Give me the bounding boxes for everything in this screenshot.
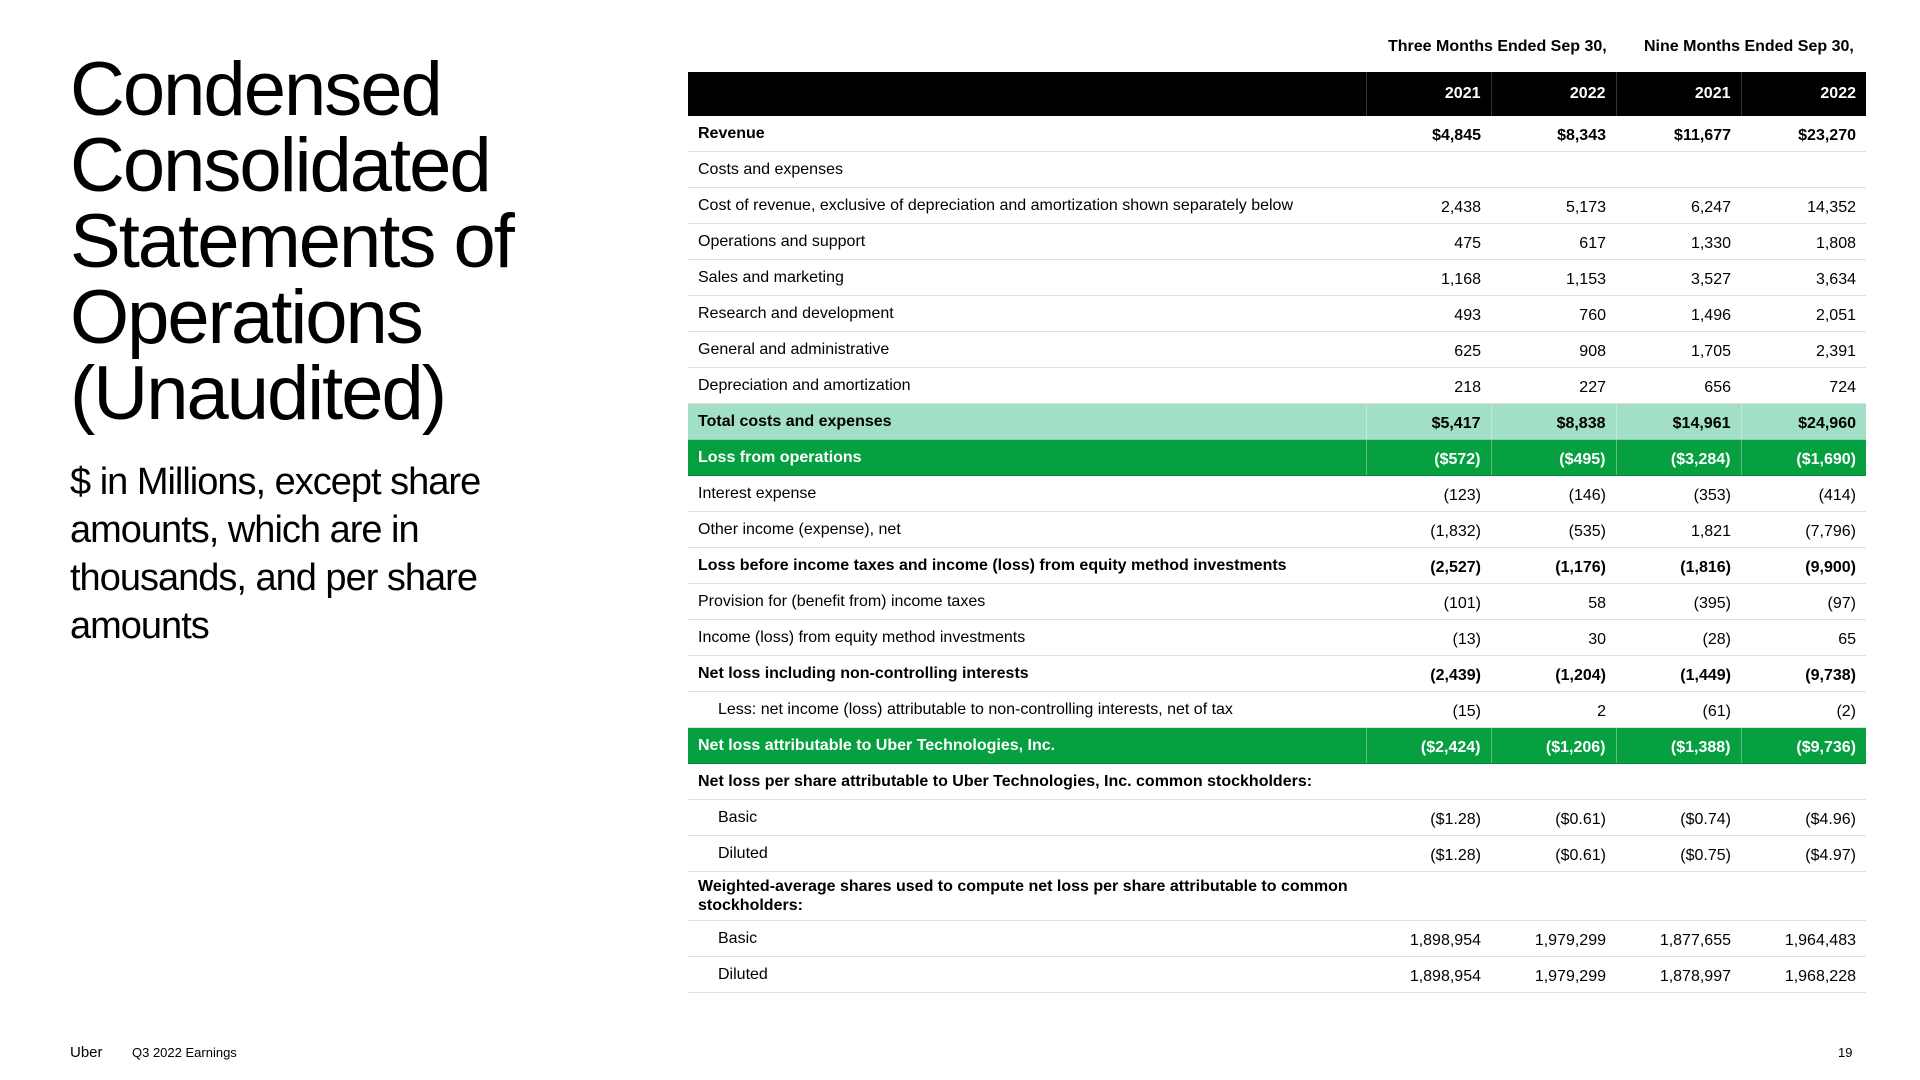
table-row [688, 692, 1866, 728]
period-header-nine-months: Nine Months Ended Sep 30, [1644, 38, 1854, 55]
row-value: (535) [1491, 512, 1616, 548]
row-value [1616, 872, 1741, 921]
row-label: Net loss attributable to Uber Technologies, Inc. [688, 728, 1366, 764]
row-value: (13) [1366, 620, 1491, 656]
row-value: 1,898,954 [1366, 921, 1491, 957]
row-value: 1,898,954 [1366, 957, 1491, 993]
period-header-three-months: Three Months Ended Sep 30, [1388, 38, 1607, 55]
row-label: Loss before income taxes and income (loss) from equity method investments [688, 548, 1366, 584]
row-value [1616, 764, 1741, 800]
row-label: Costs and expenses [688, 152, 1366, 188]
title-line: Condensed [70, 47, 441, 132]
row-value: ($4.97) [1741, 836, 1866, 872]
row-value: 14,352 [1741, 188, 1866, 224]
table-row [688, 584, 1866, 620]
table-row [688, 764, 1866, 800]
row-value: (15) [1366, 692, 1491, 728]
title-line: Statements of [70, 199, 513, 284]
row-label: Interest expense [688, 476, 1366, 512]
year-header: 2022 [1741, 72, 1866, 116]
table-row [688, 440, 1866, 476]
row-value: $14,961 [1616, 404, 1741, 440]
row-value: ($2,424) [1366, 728, 1491, 764]
table-row [688, 368, 1866, 404]
table-row [688, 800, 1866, 836]
row-label: Less: net income (loss) attributable to non-controlling interests, net of tax [688, 692, 1366, 728]
row-label: General and administrative [688, 332, 1366, 368]
row-value: 1,979,299 [1491, 921, 1616, 957]
row-value: (1,832) [1366, 512, 1491, 548]
row-value [1616, 152, 1741, 188]
page-title [70, 47, 610, 436]
row-value: ($0.75) [1616, 836, 1741, 872]
table-row [688, 548, 1866, 584]
row-value: $8,838 [1491, 404, 1616, 440]
row-value: ($1.28) [1366, 800, 1491, 836]
year-header: 2022 [1491, 72, 1616, 116]
row-value: 1,877,655 [1616, 921, 1741, 957]
row-value: ($0.61) [1491, 836, 1616, 872]
row-value: ($4.96) [1741, 800, 1866, 836]
row-value: 3,527 [1616, 260, 1741, 296]
row-label: Research and development [688, 296, 1366, 332]
row-value: ($1,388) [1616, 728, 1741, 764]
row-value: 908 [1491, 332, 1616, 368]
row-value [1741, 152, 1866, 188]
row-value: 2,391 [1741, 332, 1866, 368]
row-value: (353) [1616, 476, 1741, 512]
row-value: 1,979,299 [1491, 957, 1616, 993]
report-name: Q3 2022 Earnings [132, 1045, 237, 1060]
row-value [1366, 152, 1491, 188]
table-row [688, 332, 1866, 368]
row-value: $11,677 [1616, 116, 1741, 152]
row-value: 1,964,483 [1741, 921, 1866, 957]
row-value: (28) [1616, 620, 1741, 656]
row-label: Net loss including non-controlling interests [688, 656, 1366, 692]
row-value: 1,330 [1616, 224, 1741, 260]
row-value: ($3,284) [1616, 440, 1741, 476]
row-value: $8,343 [1491, 116, 1616, 152]
row-value: ($1,690) [1741, 440, 1866, 476]
table-row [688, 728, 1866, 764]
row-value: 58 [1491, 584, 1616, 620]
row-value: (123) [1366, 476, 1491, 512]
row-value [1366, 872, 1491, 921]
row-value: 1,968,228 [1741, 957, 1866, 993]
row-value: 2,438 [1366, 188, 1491, 224]
row-label: Total costs and expenses [688, 404, 1366, 440]
table-row [688, 957, 1866, 993]
statement-table [688, 72, 1866, 993]
table-row [688, 620, 1866, 656]
row-label: Sales and marketing [688, 260, 1366, 296]
title-line: Consolidated [70, 123, 490, 208]
page-subtitle: $ in Millions, except share amounts, which are in thousands, and per share amounts [70, 461, 481, 647]
page-number: 19 [1838, 1045, 1853, 1060]
row-value: (1,449) [1616, 656, 1741, 692]
brand-logo: Uber [70, 1044, 103, 1061]
row-value: 625 [1366, 332, 1491, 368]
table-row [688, 872, 1866, 921]
row-value: $23,270 [1741, 116, 1866, 152]
table-row [688, 296, 1866, 332]
table-row [688, 836, 1866, 872]
row-value: (1,176) [1491, 548, 1616, 584]
row-value: ($1.28) [1366, 836, 1491, 872]
row-value: 1,153 [1491, 260, 1616, 296]
row-value: $4,845 [1366, 116, 1491, 152]
row-value [1491, 764, 1616, 800]
row-label: Provision for (benefit from) income taxes [688, 584, 1366, 620]
row-label: Net loss per share attributable to Uber Technologies, Inc. common stockholders: [688, 764, 1366, 800]
row-label: Income (loss) from equity method investments [688, 620, 1366, 656]
row-value: 760 [1491, 296, 1616, 332]
row-label: Basic [688, 921, 1366, 957]
row-label: Basic [688, 800, 1366, 836]
row-value: ($9,736) [1741, 728, 1866, 764]
row-value: 5,173 [1491, 188, 1616, 224]
row-label: Weighted-average shares used to compute net loss per share attributable to common stockholders: [688, 872, 1366, 921]
row-value: (61) [1616, 692, 1741, 728]
row-value: (7,796) [1741, 512, 1866, 548]
table-row [688, 116, 1866, 152]
table-row [688, 404, 1866, 440]
title-line: Operations [70, 275, 422, 360]
row-value: (146) [1491, 476, 1616, 512]
table-row [688, 656, 1866, 692]
row-label: Revenue [688, 116, 1366, 152]
row-value: 227 [1491, 368, 1616, 404]
row-value: (97) [1741, 584, 1866, 620]
row-value [1366, 764, 1491, 800]
row-label: Diluted [688, 957, 1366, 993]
row-label: Depreciation and amortization [688, 368, 1366, 404]
row-value: (1,816) [1616, 548, 1741, 584]
row-value: $5,417 [1366, 404, 1491, 440]
row-value: 30 [1491, 620, 1616, 656]
row-value: 2,051 [1741, 296, 1866, 332]
row-value [1491, 872, 1616, 921]
row-label: Operations and support [688, 224, 1366, 260]
row-value: 65 [1741, 620, 1866, 656]
row-value: ($495) [1491, 440, 1616, 476]
row-value: 2 [1491, 692, 1616, 728]
header-label-cell [688, 72, 1366, 116]
row-value: $24,960 [1741, 404, 1866, 440]
row-value: 1,168 [1366, 260, 1491, 296]
row-value: 493 [1366, 296, 1491, 332]
row-value: (2) [1741, 692, 1866, 728]
row-value: 1,705 [1616, 332, 1741, 368]
row-value [1741, 872, 1866, 921]
year-header-row [688, 72, 1866, 116]
row-value: (101) [1366, 584, 1491, 620]
table-row [688, 921, 1866, 957]
row-value: ($572) [1366, 440, 1491, 476]
row-value: 1,821 [1616, 512, 1741, 548]
row-value: 218 [1366, 368, 1491, 404]
row-value: (395) [1616, 584, 1741, 620]
table-row [688, 224, 1866, 260]
row-value: (9,900) [1741, 548, 1866, 584]
row-value: (1,204) [1491, 656, 1616, 692]
row-label: Diluted [688, 836, 1366, 872]
row-value: ($0.74) [1616, 800, 1741, 836]
row-value: 724 [1741, 368, 1866, 404]
row-value: 1,878,997 [1616, 957, 1741, 993]
row-value: 656 [1616, 368, 1741, 404]
row-value: 6,247 [1616, 188, 1741, 224]
row-value: 1,496 [1616, 296, 1741, 332]
year-header: 2021 [1616, 72, 1741, 116]
row-value: 1,808 [1741, 224, 1866, 260]
table-row [688, 188, 1866, 224]
title-line: (Unaudited) [70, 351, 446, 436]
row-value [1741, 764, 1866, 800]
row-label: Loss from operations [688, 440, 1366, 476]
table-row [688, 152, 1866, 188]
row-value: (2,527) [1366, 548, 1491, 584]
row-value: (2,439) [1366, 656, 1491, 692]
year-header: 2021 [1366, 72, 1491, 116]
row-value: ($1,206) [1491, 728, 1616, 764]
row-value: 617 [1491, 224, 1616, 260]
row-label: Other income (expense), net [688, 512, 1366, 548]
table-row [688, 260, 1866, 296]
table-row [688, 512, 1866, 548]
row-value: (414) [1741, 476, 1866, 512]
row-label: Cost of revenue, exclusive of depreciation and amortization shown separately below [688, 188, 1366, 224]
title-block [70, 47, 610, 650]
row-value [1491, 152, 1616, 188]
row-value: 3,634 [1741, 260, 1866, 296]
row-value: (9,738) [1741, 656, 1866, 692]
row-value: ($0.61) [1491, 800, 1616, 836]
row-value: 475 [1366, 224, 1491, 260]
table-row [688, 476, 1866, 512]
